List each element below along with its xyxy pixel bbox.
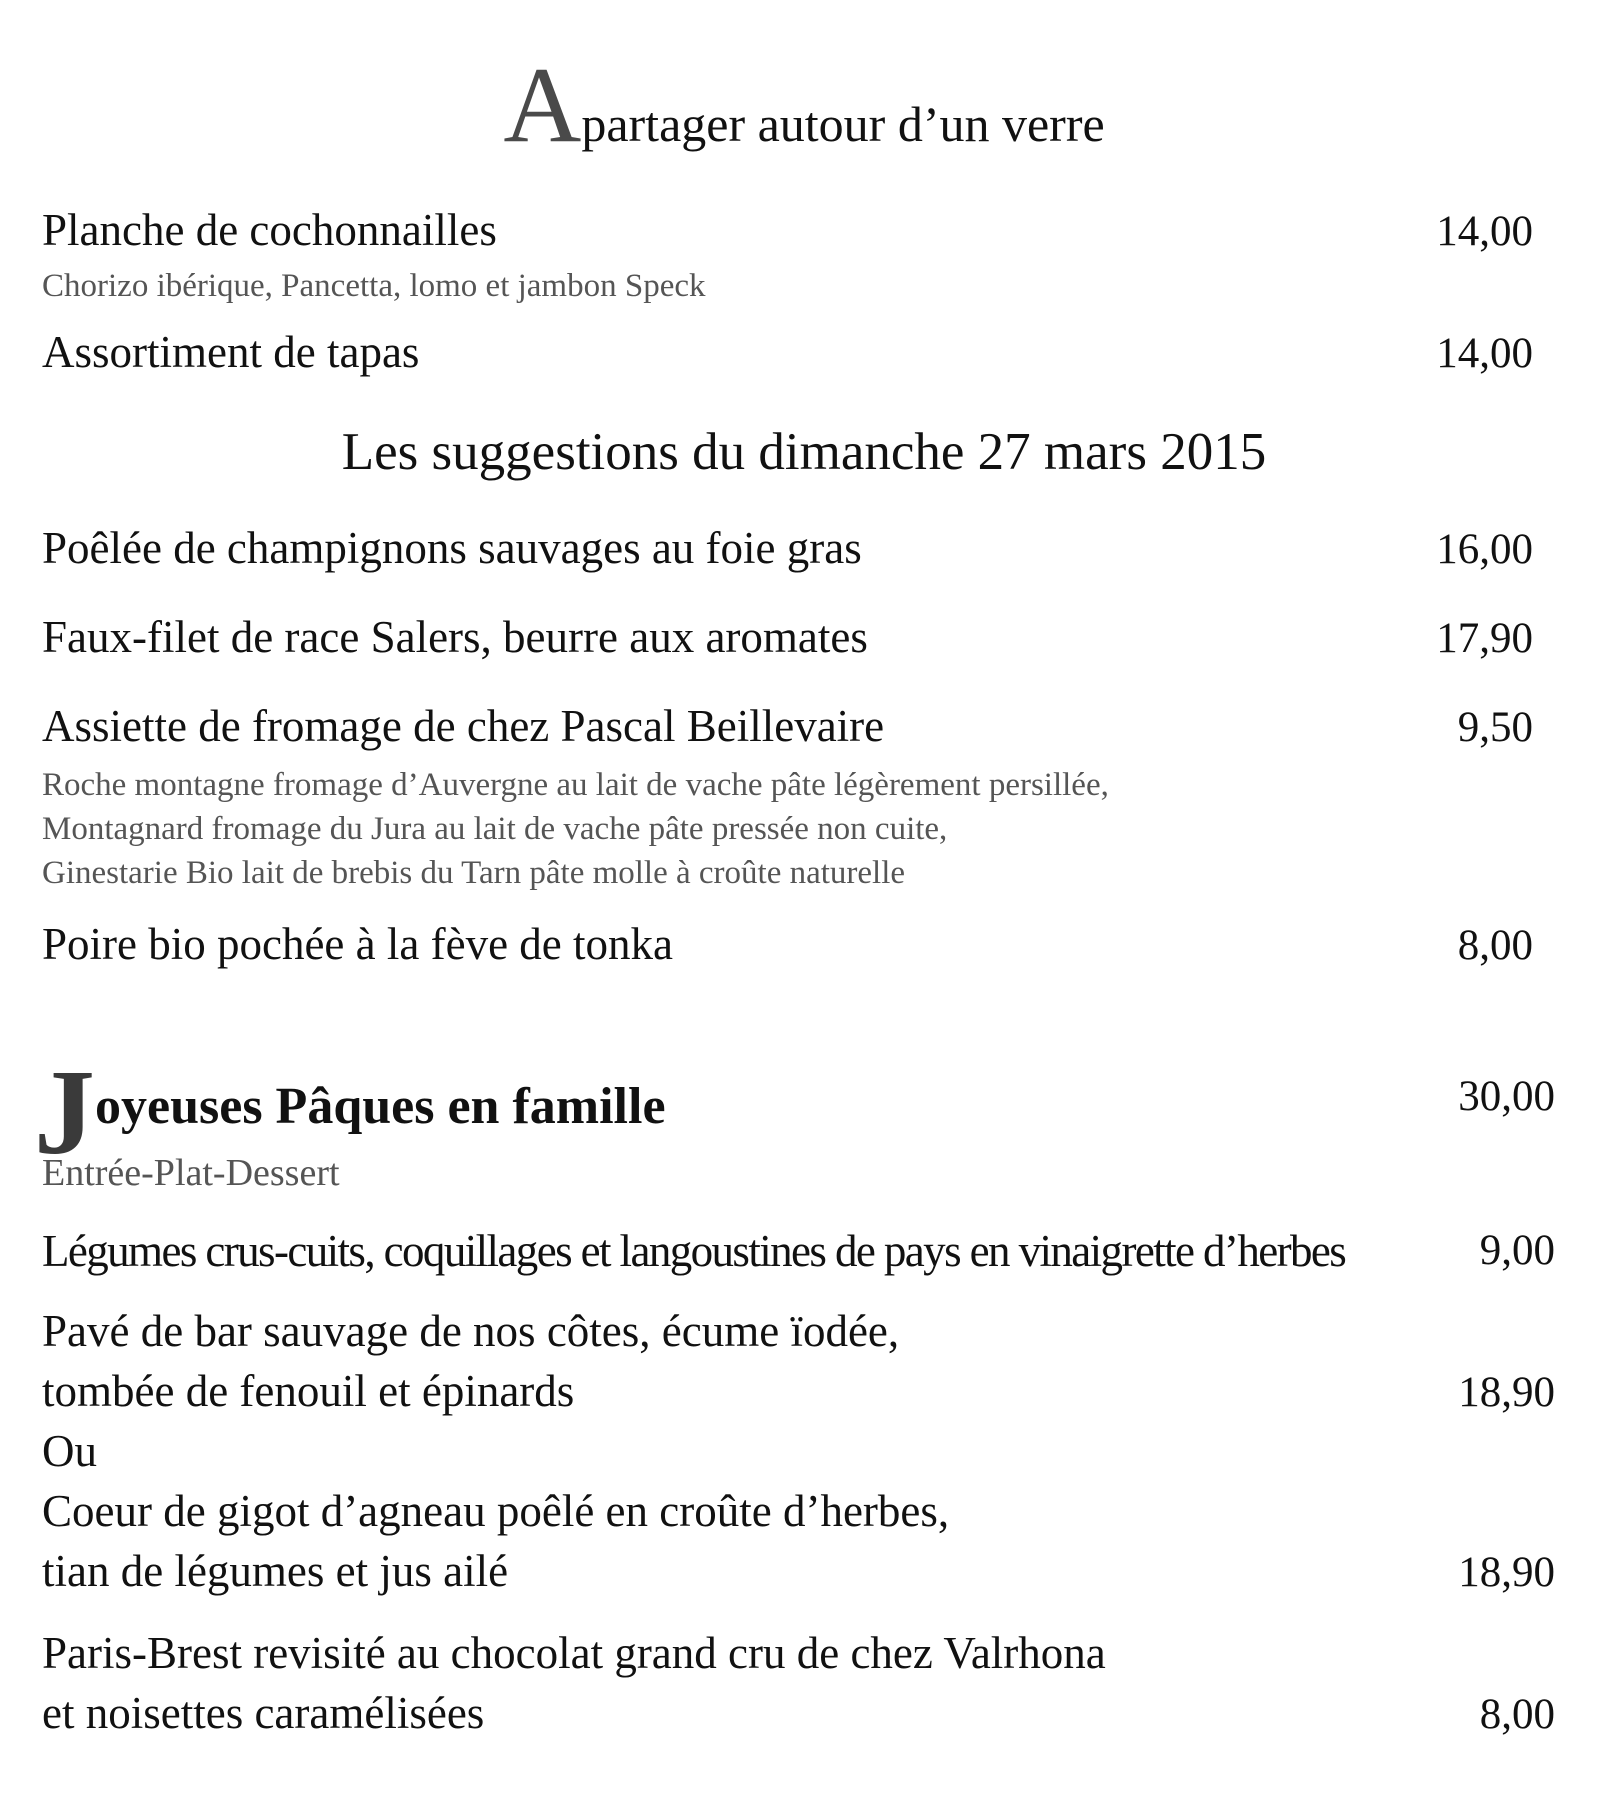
- menu-item-price: 14,00: [1436, 208, 1533, 255]
- menu-item-name: Légumes crus-cuits, coquillages et langoustines de pays en vinaigrette d’herbes: [42, 1226, 1346, 1276]
- menu-item-name: Pavé de bar sauvage de nos côtes, écume ïodée,: [42, 1306, 900, 1356]
- menu-item-description: Ginestarie Bio lait de brebis du Tarn pâte molle à croûte naturelle: [42, 855, 906, 891]
- menu-item-price: 8,00: [1457, 922, 1533, 969]
- menu-item-name: Faux-filet de race Salers, beurre aux aromates: [42, 612, 868, 662]
- title-text: oyeuses Pâques en famille: [95, 1078, 666, 1135]
- menu-item-description: Roche montagne fromage d’Auvergne au lait de vache pâte légèrement persillée,: [42, 767, 1109, 803]
- menu-item-price: 18,90: [1458, 1549, 1555, 1596]
- menu-item-price: 9,50: [1457, 704, 1533, 751]
- menu-price: 30,00: [1458, 1073, 1555, 1120]
- menu-item-name: tian de légumes et jus ailé: [42, 1546, 509, 1596]
- title-drop-cap: J: [34, 1045, 95, 1180]
- menu-item-name: Planche de cochonnailles: [42, 205, 497, 255]
- menu-item-name: tombée de fenouil et épinards: [42, 1366, 575, 1416]
- menu-separator: Ou: [42, 1426, 97, 1476]
- menu-item-price: 17,90: [1436, 615, 1533, 662]
- menu-item-description: Chorizo ibérique, Pancetta, lomo et jambon Speck: [42, 268, 706, 304]
- menu-item-price: 18,90: [1458, 1369, 1555, 1416]
- menu-item-price: 9,00: [1479, 1227, 1555, 1274]
- menu-item-name: Assortiment de tapas: [42, 327, 420, 377]
- menu-item-price: 14,00: [1436, 330, 1533, 377]
- menu-item-description: Montagnard fromage du Jura au lait de vache pâte pressée non cuite,: [42, 811, 948, 847]
- menu-item-name: Coeur de gigot d’agneau poêlé en croûte d’herbes,: [42, 1486, 950, 1536]
- title-drop-cap: A: [503, 46, 582, 165]
- title-text: partager autour d’un verre: [581, 96, 1105, 152]
- section-title-aperitif: [0, 46, 1608, 165]
- menu-item-name: et noisettes caramélisées: [42, 1688, 485, 1738]
- menu-item-name: Poêlée de champignons sauvages au foie gras: [42, 523, 862, 573]
- menu-item-price: 16,00: [1436, 526, 1533, 573]
- menu-item-price: 8,00: [1479, 1691, 1555, 1738]
- menu-item-name: Assiette de fromage de chez Pascal Beillevaire: [42, 701, 885, 751]
- suggestions-title: Les suggestions du dimanche 27 mars 2015: [341, 423, 1267, 481]
- menu-item-name: Paris-Brest revisité au chocolat grand cru de chez Valrhona: [42, 1628, 1106, 1678]
- menu-subtitle: Entrée-Plat-Dessert: [42, 1152, 340, 1194]
- menu-item-name: Poire bio pochée à la fève de tonka: [42, 919, 673, 969]
